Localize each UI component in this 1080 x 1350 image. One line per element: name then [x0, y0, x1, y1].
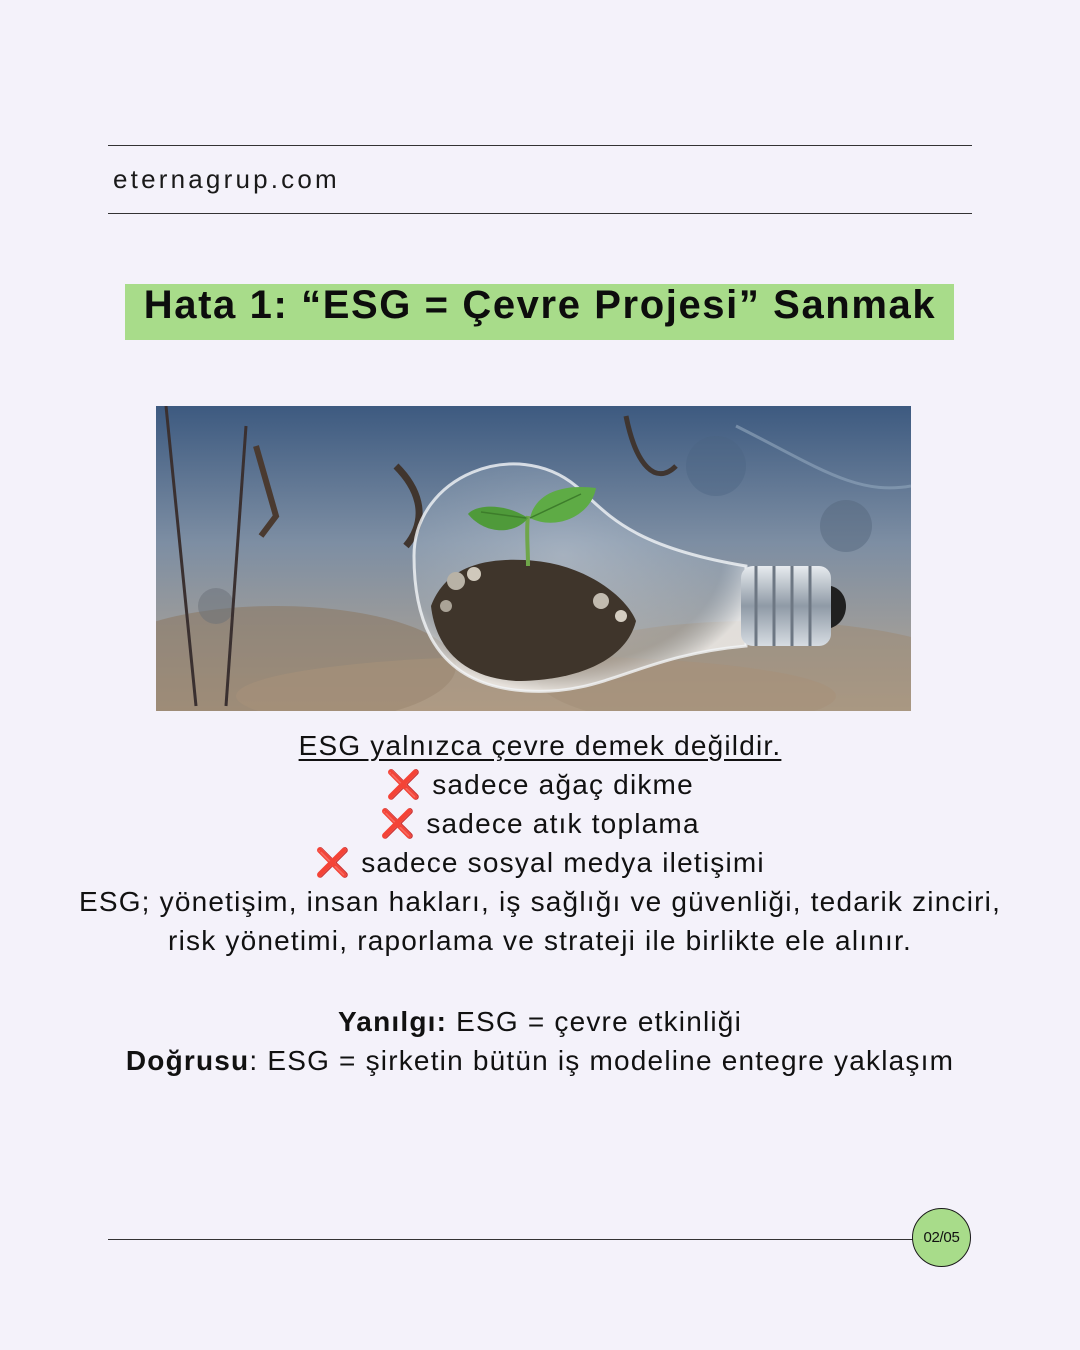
lightbulb-with-seedling-image [156, 406, 911, 711]
correct-line [0, 1041, 1080, 1080]
list-item [0, 765, 1080, 804]
correct-text: : ESG = şirketin bütün iş modeline entegre yaklaşım [249, 1045, 955, 1076]
header-top-rule [108, 145, 972, 146]
misconception-line [0, 1002, 1080, 1041]
paragraph-line: ESG; yönetişim, insan hakları, iş sağlığı ve güvenliği, tedarik zinciri, [78, 886, 1002, 917]
misconception-label: Yanılgı: [337, 1006, 448, 1037]
correct-label: Doğrusu [125, 1045, 250, 1076]
body-text [0, 726, 1080, 1080]
paragraph-line: risk yönetimi, raporlama ve strateji ile birlikte ele alınır. [168, 925, 912, 956]
list-item [0, 804, 1080, 843]
list-item-text: sadece ağaç dikme [432, 769, 694, 800]
cross-icon: ❌ [386, 769, 423, 800]
list-item [0, 843, 1080, 882]
cross-icon: ❌ [315, 847, 352, 878]
list-item-text: sadece sosyal medya iletişimi [361, 847, 765, 878]
page-title: Hata 1: “ESG = Çevre Projesi” Sanmak [143, 283, 937, 327]
header-bottom-rule [108, 213, 972, 214]
spacer [0, 960, 1080, 1002]
page-indicator-badge: 02/05 [912, 1208, 971, 1267]
lead-statement: ESG yalnızca çevre demek değildir. [298, 730, 782, 761]
list-item-text: sadece atık toplama [426, 808, 700, 839]
lightbulb-seedling-photo [156, 406, 911, 711]
misconception-text: ESG = çevre etkinliği [447, 1006, 743, 1037]
domain-text: eternagrup.com [113, 164, 340, 194]
cross-icon: ❌ [380, 808, 417, 839]
footer-rule [108, 1239, 914, 1240]
